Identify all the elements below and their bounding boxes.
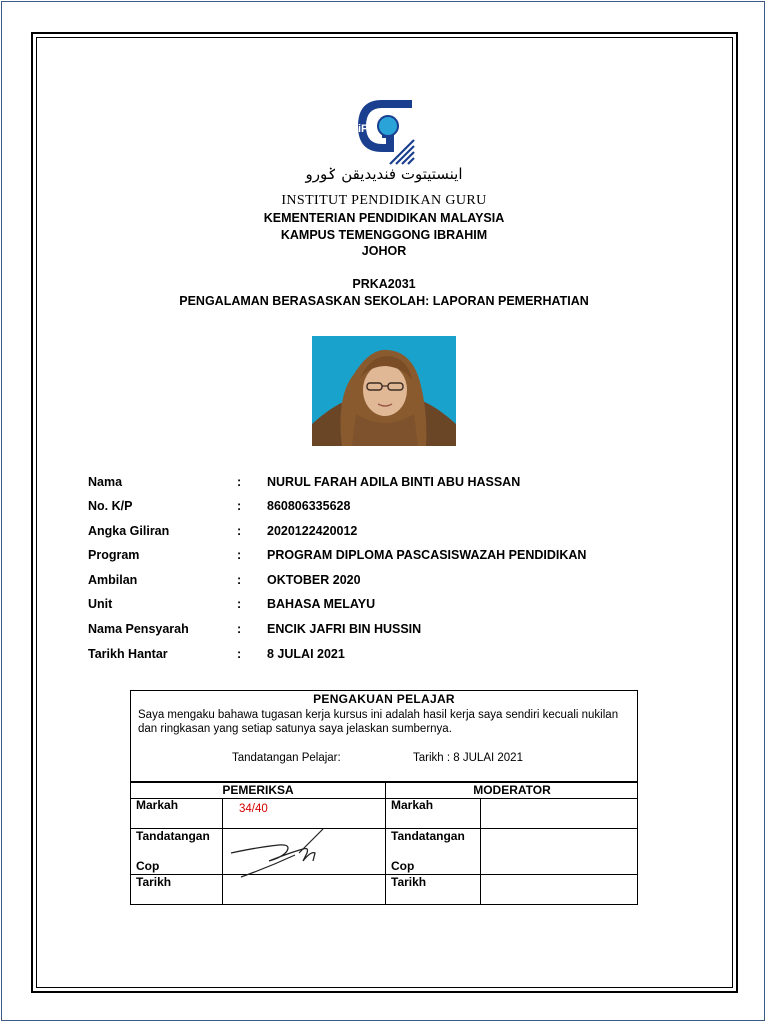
info-value: 860806335628 xyxy=(267,499,351,513)
info-label: Unit xyxy=(88,597,113,611)
campus-name: KAMPUS TEMENGGONG IBRAHIM xyxy=(280,228,488,242)
course-title: PENGALAMAN BERASASKAN SEKOLAH: LAPORAN PEMERHATIAN xyxy=(179,294,589,308)
student-photo xyxy=(312,336,456,446)
institute-name: INSTITUT PENDIDIKAN GURU xyxy=(281,193,487,208)
info-separator: : xyxy=(237,475,242,489)
info-value: BAHASA MELAYU xyxy=(267,597,376,611)
info-value: 8 JULAI 2021 xyxy=(267,647,345,661)
declaration-date xyxy=(413,752,523,764)
info-separator: : xyxy=(237,548,242,562)
info-value: PROGRAM DIPLOMA PASCASISWAZAH PENDIDIKAN xyxy=(267,548,587,562)
info-separator: : xyxy=(237,499,242,513)
moderator-stamp-label: Cop xyxy=(391,859,415,873)
state-name: JOHOR xyxy=(361,244,407,258)
moderator-mark-label: Markah xyxy=(391,798,434,812)
declaration-signature-label: Tandatangan Pelajar: xyxy=(232,752,341,764)
examiner-signature-icon xyxy=(229,823,339,883)
evaluation-table xyxy=(130,782,638,905)
info-separator: : xyxy=(237,647,242,661)
examiner-mark-label: Markah xyxy=(136,798,179,812)
table-divider xyxy=(131,874,637,875)
moderator-date-label: Tarikh xyxy=(391,875,427,889)
info-value: OKTOBER 2020 xyxy=(267,573,361,587)
info-separator: : xyxy=(237,597,242,611)
declaration-text: Saya mengaku bahawa tugasan kerja kursus ini adalah hasil kerja saya sendiri kecuali nukilan dan ringkasan yang setiap satunya saya jelaskan sumbernya. xyxy=(138,709,619,735)
info-label: No. K/P xyxy=(88,499,133,513)
info-label: Nama Pensyarah xyxy=(88,622,189,636)
examiner-date-label: Tarikh xyxy=(136,875,172,889)
table-divider xyxy=(480,799,481,905)
examiner-mark-value: 34/40 xyxy=(239,803,268,815)
info-separator: : xyxy=(237,622,242,636)
ipg-logo xyxy=(352,94,416,166)
info-label: Angka Giliran xyxy=(88,524,170,538)
moderator-header: MODERATOR xyxy=(473,783,551,797)
info-label: Nama xyxy=(88,475,123,489)
course-code: PRKA2031 xyxy=(352,277,416,291)
declaration-title: PENGAKUAN PELAJAR xyxy=(313,692,455,706)
declaration-date-label: Tarikh : xyxy=(413,752,451,764)
info-value: ENCIK JAFRI BIN HUSSIN xyxy=(267,622,422,636)
info-label: Tarikh Hantar xyxy=(88,647,168,661)
svg-text:iPG: iPG xyxy=(358,123,377,135)
ministry-name: KEMENTERIAN PENDIDIKAN MALAYSIA xyxy=(263,211,505,225)
info-label: Program xyxy=(88,548,140,562)
info-value: 2020122420012 xyxy=(267,524,358,538)
examiner-header: PEMERIKSA xyxy=(222,783,294,797)
info-label: Ambilan xyxy=(88,573,138,587)
examiner-signature-label: Tandatangan xyxy=(136,829,210,843)
moderator-signature-label: Tandatangan xyxy=(391,829,465,843)
declaration-date-value: 8 JULAI 2021 xyxy=(453,752,523,764)
info-separator: : xyxy=(237,573,242,587)
info-separator: : xyxy=(237,524,242,538)
table-divider xyxy=(385,783,386,905)
info-value: NURUL FARAH ADILA BINTI ABU HASSAN xyxy=(267,475,521,489)
student-declaration-box xyxy=(130,690,638,782)
table-divider xyxy=(131,798,637,799)
examiner-stamp-label: Cop xyxy=(136,859,160,873)
table-divider xyxy=(222,799,223,905)
institute-name-arabic: اينستيتوت فنديديقن ݢورو xyxy=(305,165,463,183)
